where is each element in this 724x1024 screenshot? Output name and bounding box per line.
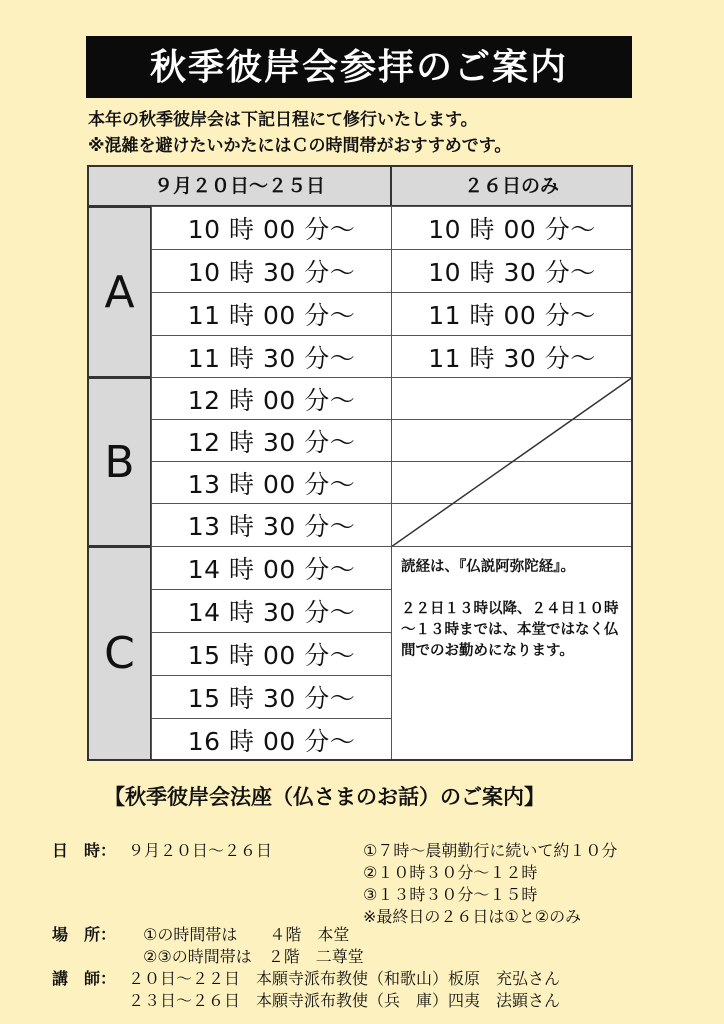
time-slot: 12 時 30 分～	[151, 419, 392, 462]
session-2: ②１０時３０分～１２時	[363, 863, 538, 882]
place-label: 場 所：	[52, 925, 117, 944]
schedule-table	[87, 165, 633, 761]
page-title: 秋季彼岸会参拝のご案内	[86, 36, 632, 98]
time-slot: 10 時 00 分～	[151, 206, 392, 250]
time-slot-26: 11 時 30 分～	[391, 335, 633, 378]
time-slot-26: 10 時 30 分～	[391, 249, 633, 293]
place-2: ②③の時間帯は ２階 二尊堂	[143, 947, 364, 966]
header-sept-20-25: ９月２０日～２５日	[87, 165, 392, 207]
time-slot: 13 時 00 分～	[151, 461, 392, 504]
time-slot-26: 10 時 00 分～	[391, 206, 633, 250]
lecturer-1: ２０日～２２日 本願寺派布教使（和歌山）板原 充弘さん	[128, 969, 561, 988]
place-1: ①の時間帯は ４階 本堂	[143, 925, 350, 944]
time-slot: 11 時 00 分～	[151, 292, 392, 336]
time-slot: 14 時 30 分～	[151, 589, 392, 633]
header-26-only: ２６日のみ	[390, 165, 633, 207]
group-a-label: A	[87, 206, 152, 378]
session-3: ③１３時３０分～１５時	[363, 885, 538, 904]
group-b-label: B	[87, 377, 152, 547]
time-slot: 10 時 30 分～	[151, 249, 392, 293]
time-slot: 16 時 00 分～	[151, 718, 392, 761]
sermon-title: 【秋季彼岸会法座（仏さまのお話）のご案内】	[104, 785, 545, 809]
time-slot: 11 時 30 分～	[151, 335, 392, 378]
time-slot: 14 時 00 分～	[151, 546, 392, 590]
note-location-change: ２２日１３時以降、２４日１０時～１３時までは、本堂ではなく仏間でのお勤めになります。	[401, 601, 619, 659]
intro-line-2: ※混雑を避けたいかたにはＣの時間帯がおすすめです。	[88, 136, 512, 156]
time-slot: 13 時 30 分～	[151, 503, 392, 547]
session-1: ①７時～晨朝勤行に続いて約１０分	[363, 841, 618, 860]
time-slot-26: 11 時 00 分～	[391, 292, 633, 336]
group-c-label: C	[87, 546, 152, 761]
lecturer-label: 講 師：	[52, 969, 117, 988]
session-note: ※最終日の２６日は①と②のみ	[363, 907, 582, 926]
time-slot: 12 時 00 分～	[151, 377, 392, 420]
diagonal-strike	[391, 377, 633, 547]
time-slot: 15 時 00 分～	[151, 632, 392, 676]
datetime-label: 日 時：	[52, 841, 117, 860]
sermon-dates: ９月２０日～２６日	[128, 841, 273, 860]
intro-line-1: 本年の秋季彼岸会は下記日程にて修行いたします。	[88, 110, 478, 130]
note-sutra: 読経は、『仏説阿弥陀経』。	[401, 559, 575, 575]
lecturer-2: ２３日～２６日 本願寺派布教使（兵 庫）四夷 法顕さん	[128, 991, 561, 1010]
time-slot: 15 時 30 分～	[151, 675, 392, 719]
reading-note	[391, 546, 633, 761]
